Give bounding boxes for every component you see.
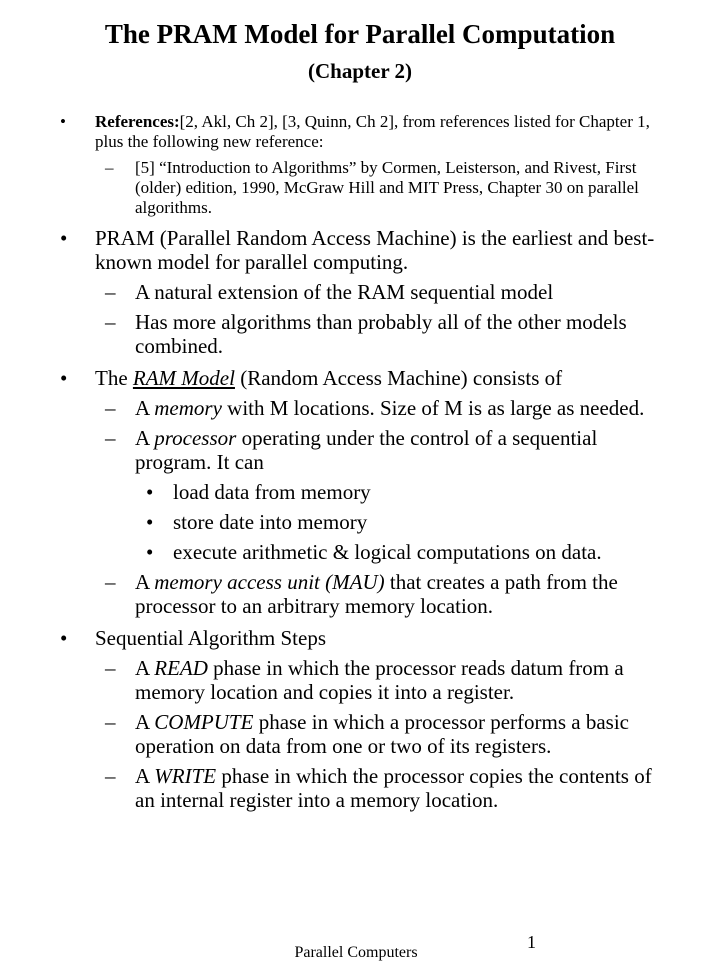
pram-item	[0, 226, 720, 274]
ram-mau-item	[0, 570, 720, 618]
dash-marker: –	[105, 570, 116, 594]
mau-post: that creates a path from the processor to an arbitrary memory location.	[135, 570, 618, 618]
step-read-item	[0, 656, 720, 704]
slide-title: The PRAM Model for Parallel Computation	[104, 19, 616, 49]
pram-sub2-text: Has more algorithms than probably all of the other models combined.	[135, 310, 627, 358]
ram-processor-item	[0, 426, 720, 474]
ram-item	[0, 366, 720, 390]
dash-marker: –	[105, 396, 116, 420]
read-post: phase in which the processor reads datum from a memory location and copies it into a register.	[135, 656, 624, 704]
slide-content	[0, 112, 720, 812]
processor-capability-item	[0, 540, 720, 564]
steps-item	[0, 626, 720, 650]
bullet-marker: •	[60, 626, 68, 650]
reference-5-text: [5] “Introduction to Algorithms” by Cormen, Leisterson, and Rivest, First (older) edition, 1990, McGraw Hill and MIT Press, Chapter 30 on parallel algorithms.	[135, 158, 639, 217]
slide-subtitle: (Chapter 2)	[307, 59, 412, 83]
mau-term: memory access unit (MAU)	[154, 570, 385, 594]
dash-marker: –	[105, 280, 116, 304]
pram-sub-item	[0, 310, 720, 358]
pram-text: PRAM (Parallel Random Access Machine) is the earliest and best-known model for parallel computing.	[95, 226, 655, 274]
dash-marker: –	[105, 656, 116, 680]
memory-pre: A	[135, 396, 155, 420]
references-item	[0, 112, 720, 152]
footer-text: Parallel Computers	[294, 944, 418, 961]
dash-marker: –	[105, 426, 116, 450]
ram-post: (Random Access Machine) consists of	[234, 366, 563, 390]
dash-marker: –	[105, 710, 116, 734]
compute-term: COMPUTE	[154, 710, 254, 734]
pram-sub1-text: A natural extension of the RAM sequential model	[135, 280, 554, 304]
write-post: phase in which the processor copies the contents of an internal register into a memory location.	[135, 764, 652, 812]
processor-capability-item	[0, 510, 720, 534]
pram-sub-item	[0, 280, 720, 304]
steps-text: Sequential Algorithm Steps	[95, 626, 326, 650]
write-term: WRITE	[154, 764, 217, 788]
memory-term: memory	[154, 396, 222, 420]
bullet-marker: •	[60, 112, 66, 131]
ram-pre: The	[95, 366, 133, 390]
ram-term: RAM Model	[132, 366, 235, 390]
write-pre: A	[135, 764, 155, 788]
dash-marker: –	[105, 764, 116, 788]
capability-load: load data from memory	[173, 480, 371, 504]
step-write-item	[0, 764, 720, 812]
bullet-marker: •	[146, 510, 154, 534]
processor-capability-item	[0, 480, 720, 504]
bullet-marker: •	[60, 366, 68, 390]
page-number: 1	[527, 932, 536, 952]
step-compute-item	[0, 710, 720, 758]
capability-execute: execute arithmetic & logical computations on data.	[173, 540, 602, 564]
read-pre: A	[135, 656, 155, 680]
bullet-marker: •	[146, 540, 154, 564]
dash-marker: –	[105, 310, 116, 334]
reference-5-item	[0, 158, 720, 218]
references-text: [2, Akl, Ch 2], [3, Quinn, Ch 2], from references listed for Chapter 1, plus the following new reference:	[95, 112, 650, 151]
bullet-marker: •	[146, 480, 154, 504]
mau-pre: A	[135, 570, 155, 594]
memory-post: with M locations. Size of M is as large as needed.	[221, 396, 645, 420]
read-term: READ	[154, 656, 208, 680]
compute-post: phase in which a processor performs a basic operation on data from one or two of its registers.	[135, 710, 629, 758]
bullet-marker: •	[60, 226, 68, 250]
capability-store: store date into memory	[173, 510, 368, 534]
ram-memory-item	[0, 396, 720, 420]
compute-pre: A	[135, 710, 155, 734]
processor-pre: A	[135, 426, 155, 450]
references-label: References:	[95, 112, 180, 131]
dash-marker: –	[105, 158, 114, 177]
processor-post: operating under the control of a sequential program. It can	[135, 426, 598, 474]
processor-term: processor	[154, 426, 237, 450]
